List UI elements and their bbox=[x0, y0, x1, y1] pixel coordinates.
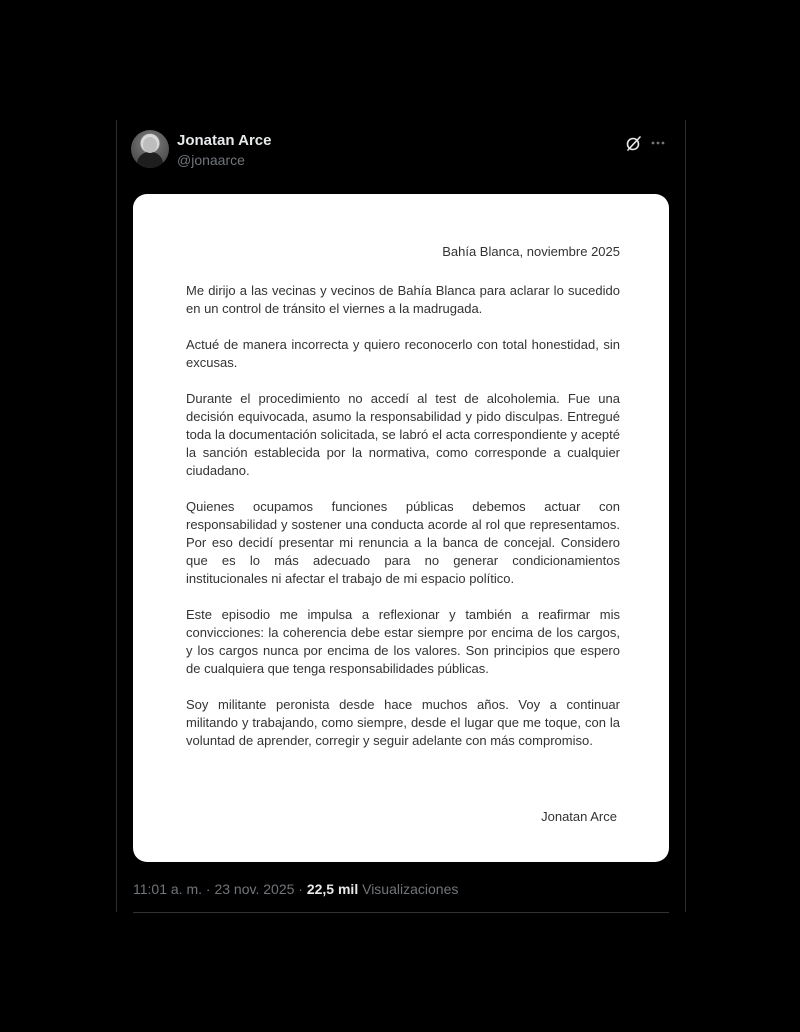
letter-paragraph: Me dirijo a las vecinas y vecinos de Bahía Blanca para aclarar lo sucedido en un control de tránsito el viernes a la madrugada. bbox=[186, 283, 620, 316]
post-meta bbox=[133, 881, 458, 897]
letter-paragraph: Este episodio me impulsa a reflexionar y también a reafirmar mis convicciones: la coherencia debe estar siempre por encima de los cargos, y los cargos nunca por encima de los valores. Son principios que espero de cualquiera que tenga responsabilidades públicas. bbox=[186, 607, 620, 676]
letter-place-date: Bahía Blanca, noviembre 2025 bbox=[442, 244, 620, 259]
letter-signature: Jonatan Arce bbox=[541, 809, 617, 824]
post-time[interactable]: 11:01 a. m. bbox=[133, 881, 203, 897]
divider bbox=[133, 912, 669, 913]
letter-body bbox=[186, 282, 620, 768]
meta-separator: · bbox=[202, 881, 215, 897]
avatar-head bbox=[143, 137, 157, 153]
author-name[interactable]: Jonatan Arce bbox=[177, 132, 272, 149]
author-handle[interactable]: @jonaarce bbox=[177, 152, 245, 168]
letter-paragraph: Soy militante peronista desde hace muchos años. Voy a continuar militando y trabajando, como siempre, desde el lugar que me toque, con la voluntad de aprender, corregir y seguir adelante con más compromiso. bbox=[186, 697, 620, 748]
avatar-body bbox=[137, 152, 163, 168]
letter-paragraph: Durante el procedimiento no accedí al test de alcoholemia. Fue una decisión equivocada, asumo la responsabilidad y pido disculpas. Entregué toda la documentación solicitada, se labró el acta correspondiente y acepté la sanción establecida por la normativa, como corresponde a cualquier ciudadano. bbox=[186, 391, 620, 478]
views-count: 22,5 mil bbox=[306, 881, 359, 897]
meta-separator: · bbox=[294, 881, 307, 897]
letter-image[interactable] bbox=[133, 194, 669, 862]
letter-paragraph: Actué de manera incorrecta y quiero reconocerlo con total honestidad, sin excusas. bbox=[186, 337, 620, 370]
letter-paragraph: Quienes ocupamos funciones públicas debemos actuar con responsabilidad y sostener una conducta acorde al rol que representamos. Por eso decidí presentar mi renuncia a la banca de concejal. Considero que es lo más adecuado para no generar condicionamientos institucionales ni afectar el trabajo de mi espacio político. bbox=[186, 499, 620, 586]
post-date[interactable]: 23 nov. 2025 bbox=[214, 881, 295, 897]
post-header bbox=[131, 130, 671, 174]
avatar[interactable] bbox=[131, 130, 169, 168]
post-container bbox=[116, 120, 686, 912]
views-label: Visualizaciones bbox=[362, 881, 459, 897]
grok-icon[interactable] bbox=[625, 134, 643, 152]
more-options-icon[interactable] bbox=[649, 134, 667, 152]
